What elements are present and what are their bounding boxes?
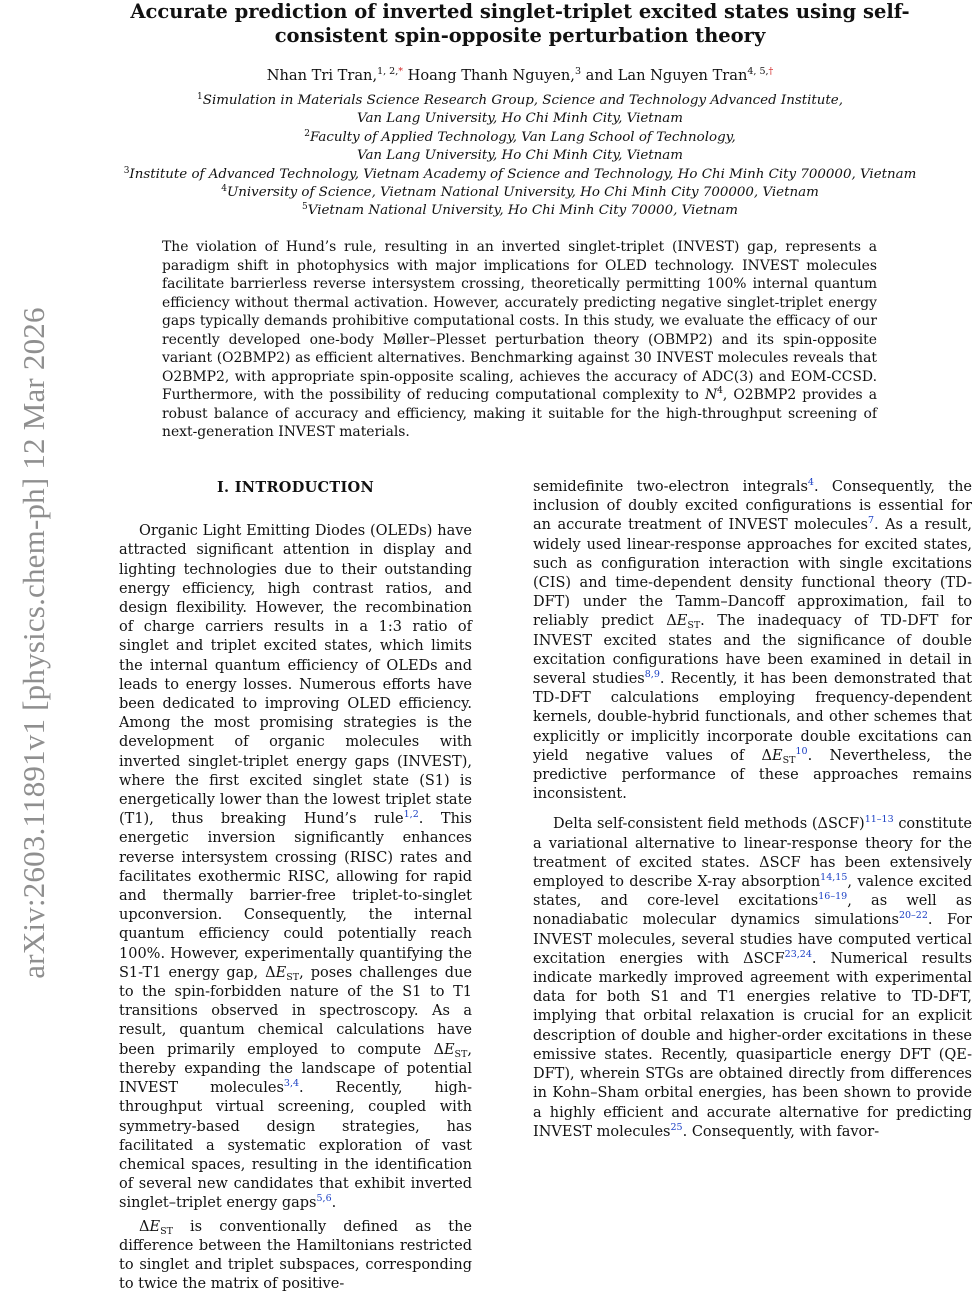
citation-link[interactable]: 16–19 xyxy=(818,891,848,903)
paragraph-text: . Consequently, with favor- xyxy=(682,1123,880,1140)
author-name: Hoang Thanh Nguyen, xyxy=(407,67,575,84)
paragraph-text: , as well as nonadiabatic molecular dynamics simulations xyxy=(533,893,972,929)
abstract-text: The violation of Hund’s rule, resulting in an inverted singlet-triplet (INVEST) gap, represents a paradigm shift in photophysics with major implications for OLED technology. INVEST molecules facilitate barrierless reverse intersystem crossing, theoretically permitting 100% internal quantum efficiency without thermal activation. However, accurately predicting negative singlet-triplet energy gaps typically demands prohibitive computational costs. In this study, we evaluate the efficacy of our recently developed one-body Møller–Plesset perturbation theory (OBMP2) and its spin-opposite variant (O2BMP2) as efficient alternatives. Benchmarking against 30 INVEST molecules reveals that O2BMP2, with appropriate spin-opposite scaling, achieves the accuracy of ADC(3) and EOM-CCSD. Furthermore, with the possibility of reducing computational complexity to xyxy=(162,239,877,403)
paragraph-text: constitute a variational alternative to linear-response theory for the treatment of excited states. ΔSCF has been extensively employed to describe X-ray absorption xyxy=(533,816,972,891)
math-subscript: ST xyxy=(454,1048,468,1060)
affil-num: 4 xyxy=(221,184,227,195)
affil-num: 3 xyxy=(123,165,130,176)
citation-link[interactable]: 11–13 xyxy=(864,814,894,826)
math-exponent: 4 xyxy=(717,386,723,396)
arxiv-identifier-stamp[interactable]: arXiv:2603.11891v1 [physics.chem-ph] 12 Mar 2026 xyxy=(16,307,51,979)
affil-text: Faculty of Applied Technology, Van Lang School of Technology, xyxy=(310,129,736,145)
left-column xyxy=(119,476,472,1294)
paragraph-text: semidefinite two-electron integrals xyxy=(533,479,808,495)
paragraph-text: . xyxy=(331,1195,337,1212)
affiliation-2-line1 xyxy=(80,129,960,147)
affiliation-5 xyxy=(80,202,960,220)
affil-num: 5 xyxy=(302,202,308,213)
affil-text: Institute of Advanced Technology, Vietnam Academy of Science and Technology, Ho Chi Minh City 700000, Vietnam xyxy=(129,166,917,182)
paragraph-text: , thereby expanding the landscape of potential INVEST molecules xyxy=(119,1041,472,1097)
author-affil-sup: 4, 5, xyxy=(747,66,769,77)
paragraph-text: . The inadequacy of TD-DFT for INVEST excited states and the significance of double excitation configurations have been examined in detail in several studies xyxy=(533,613,972,688)
citation-link[interactable]: 3,4 xyxy=(283,1078,300,1090)
paragraph xyxy=(533,815,972,1141)
paragraph-text: . Numerical results indicate markedly improved agreement with experimental data for both S1 and T1 energies relative to TD-DFT, implying that orbital relaxation is crucial for an explicit description of double and higher-order excitations in these emissive states. Recently, quasiparticle energy DFT (QE-DFT), wherein STGs are obtained directly from differences in Kohn–Sham orbital energies, has been shown to provide a highly efficient and accurate alternative for predicting INVEST molecules xyxy=(533,950,973,1140)
author-affil-sup: 3 xyxy=(574,66,581,77)
citation-link[interactable]: 5,6 xyxy=(316,1193,332,1205)
citation-link[interactable]: 4 xyxy=(807,477,814,488)
abstract xyxy=(162,238,877,442)
paragraph-text: . Nevertheless, the predictive performance of these approaches remains inconsistent. xyxy=(533,747,972,803)
paragraph-continued xyxy=(533,478,972,804)
paragraph-text: , valence excited states, and core-level excitations xyxy=(533,874,972,910)
author-name: Nhan Tri Tran, xyxy=(266,67,378,84)
math-subscript: ST xyxy=(782,754,796,766)
citation-link[interactable]: 23,24 xyxy=(784,948,812,960)
paragraph-text: . Recently, high-throughput virtual screening, coupled with symmetry-based design strategies, has facilitated a systematic exploration of vast chemical spaces, resulting in the identification of several new candidates that exhibit inverted singlet–triplet energy gaps xyxy=(119,1080,472,1212)
math-subscript: ST xyxy=(160,1225,173,1237)
affil-text: Vietnam National University, Ho Chi Minh City 70000, Vietnam xyxy=(307,203,738,219)
citation-link[interactable]: 7 xyxy=(867,515,874,527)
math-symbol: E xyxy=(443,1041,455,1058)
paragraph-text: . Recently, it has been demonstrated that TD-DFT calculations employing frequency-dependent kernels, double-hybrid functionals, and other schemes that explicitly or implicitly incorporate double excitations can yield negative values of Δ xyxy=(533,671,972,764)
math-symbol: E xyxy=(772,747,783,764)
affiliation-2-line2 xyxy=(80,147,960,165)
citation-link[interactable]: 8,9 xyxy=(644,669,660,681)
paragraph-text: . As a result, widely used linear-response approaches for excited states, such as configuration interaction with single excitations (CIS) and time-dependent density functional theory (TD-DFT) under the Tamm–Dancoff approximation, fail to reliably predict Δ xyxy=(533,517,972,630)
affiliation-1-line2 xyxy=(80,110,960,128)
paragraph-text: Delta self-consistent field methods (ΔSCF) xyxy=(553,816,865,833)
paragraph-text: . Consequently, the inclusion of doubly excited configurations is essential for an accurate treatment of INVEST molecules xyxy=(533,479,973,534)
affil-text: Simulation in Materials Science Research Group, Science and Technology Advanced Institute, xyxy=(202,93,843,108)
affiliation-1-line1 xyxy=(80,92,960,110)
paragraph-text: is conventionally defined as the difference between the Hamiltonians restricted to singlet and triplet subspaces, corresponding to twice the matrix of positive- xyxy=(119,1218,472,1293)
author-list xyxy=(80,66,960,86)
citation-link[interactable]: 10 xyxy=(795,745,808,757)
citation-link[interactable]: 20–22 xyxy=(898,910,928,922)
math-subscript: ST xyxy=(687,620,701,632)
affil-num: 1 xyxy=(197,92,203,102)
affil-text: Van Lang University, Ho Chi Minh City, Vietnam xyxy=(357,111,683,127)
affil-num: 2 xyxy=(304,128,311,139)
author-affil-sup: 1, 2, xyxy=(377,66,399,77)
affiliation-3 xyxy=(80,166,960,184)
author-name: and Lan Nguyen Tran xyxy=(585,67,748,84)
math-symbol: E xyxy=(275,964,287,981)
math-symbol: N xyxy=(704,387,718,403)
section-heading: I. INTRODUCTION xyxy=(216,479,375,496)
paragraph-text: . For INVEST molecules, several studies have computed vertical excitation energies with ΔSCF xyxy=(533,912,972,967)
citation-link[interactable]: 14,15 xyxy=(820,872,848,884)
corresponding-mark[interactable]: * xyxy=(398,66,403,77)
paragraph-text: Organic Light Emitting Diodes (OLEDs) have attracted significant attention in display and lighting technologies due to their outstanding energy efficiency, high contrast ratios, and design flexibility. However, the recombination of charge carriers results in a 1:3 ratio of singlet and triplet excited states, which limits the internal quantum efficiency of OLEDs and leads to energy losses. Numerous efforts have been dedicated to improving OLED efficiency. Among the most promising strategies is the development of organic molecules with inverted singlet-triplet energy gaps (INVEST), where the first excited singlet state (S1) is energetically lower than the lowest triplet state (T1), thus breaking Hund’s rule xyxy=(119,523,472,828)
paper-title: Accurate prediction of inverted singlet-triplet excited states using self-consistent spin-opposite perturbation theory xyxy=(130,0,910,47)
math-symbol: E xyxy=(149,1218,161,1235)
right-column xyxy=(533,478,972,1142)
affil-text: Van Lang University, Ho Chi Minh City, Vietnam xyxy=(357,148,683,164)
corresponding-mark[interactable]: † xyxy=(768,66,774,77)
paragraph-text: , poses challenges due to the spin-forbidden nature of the S1 to T1 transitions observed in spectroscopy. As a result, quantum chemical calculations have been primarily employed to compute Δ xyxy=(119,964,472,1058)
affil-text: University of Science, Vietnam National University, Ho Chi Minh City 700000, Vietnam xyxy=(226,185,819,201)
paragraph-text: Δ xyxy=(139,1218,150,1235)
affiliation-list xyxy=(80,92,960,221)
paragraph xyxy=(119,522,472,1213)
citation-link[interactable]: 25 xyxy=(670,1121,683,1133)
paragraph-text: . This energetic inversion significantly enhances reverse intersystem crossing (RISC) rates and facilitates exothermic RISC, allowing for rapid and thermally barrier-free triplet-to-singlet upconversion. Consequently, the internal quantum efficiency could potentially reach 100%. However, experimentally quantifying the S1-T1 energy gap, Δ xyxy=(119,811,472,981)
citation-link[interactable]: 1,2 xyxy=(403,809,419,821)
paragraph xyxy=(119,1218,472,1294)
math-subscript: ST xyxy=(286,971,300,983)
abstract-text: , O2BMP2 provides a robust balance of accuracy and efficiency, making it suitable for the high-throughput screening of next-generation INVEST materials. xyxy=(162,387,877,440)
affiliation-4 xyxy=(80,184,960,202)
math-symbol: E xyxy=(676,613,688,630)
